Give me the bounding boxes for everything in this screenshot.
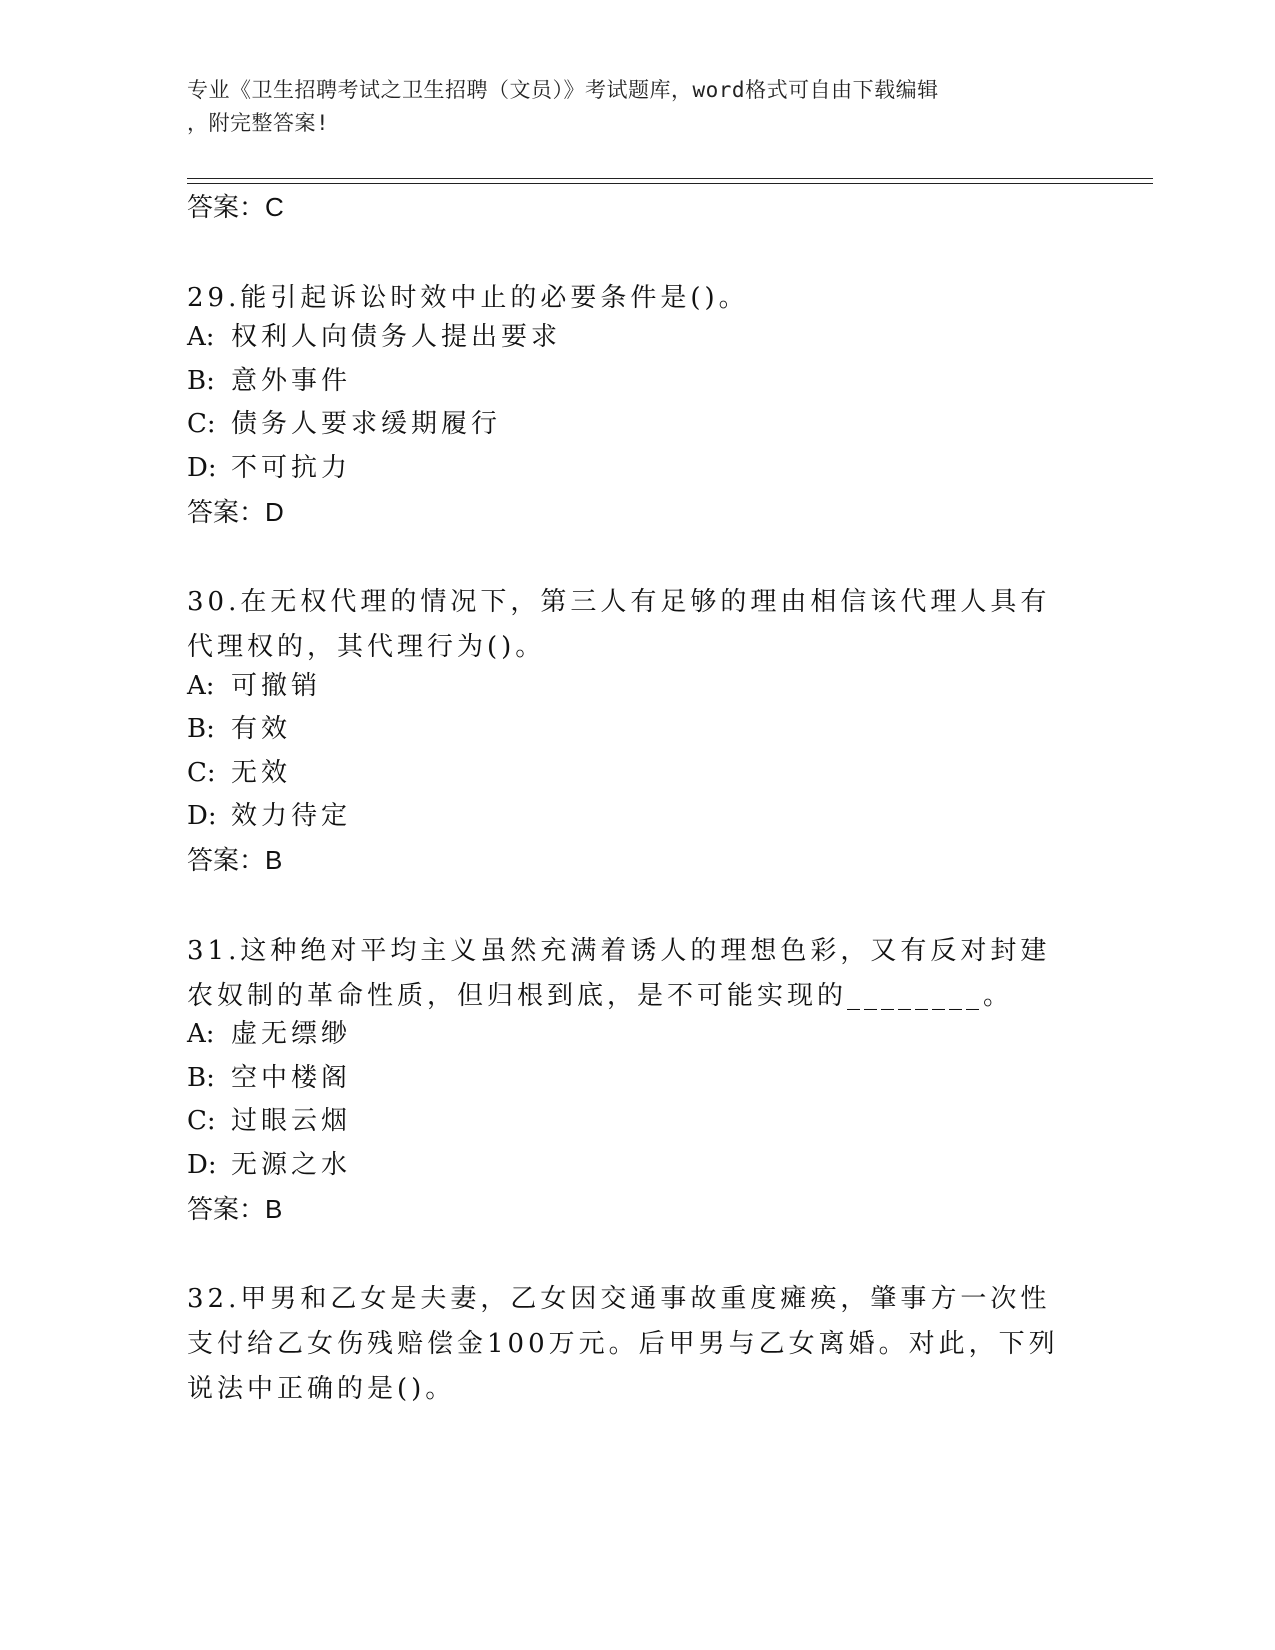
option-text: 空中楼阁: [231, 1063, 352, 1093]
question-31-option-b: [187, 1060, 351, 1096]
question-29-answer: 答案：D: [187, 497, 284, 527]
question-30-option-b: [187, 711, 291, 747]
question-31-option-d: [187, 1147, 351, 1183]
question-31-text: 31.这种绝对平均主义虽然充满着诱人的理想色彩，又有反对封建农奴制的革命性质，但归根到底，是不可能实现的________。: [187, 936, 1051, 1011]
option-letter: D:: [187, 1150, 217, 1180]
question-32-text: 32.甲男和乙女是夫妻，乙女因交通事故重度瘫痪，肇事方一次性支付给乙女伤残赔偿金100万元。后甲男与乙女离婚。对此，下列说法中正确的是()。: [187, 1284, 1059, 1404]
question-29-option-d: [187, 450, 351, 486]
question-31-option-a: [187, 1016, 351, 1052]
option-letter: C:: [187, 758, 216, 788]
question-29-option-c: [187, 406, 501, 442]
option-letter: A:: [187, 322, 215, 352]
question-30-option-a: [187, 668, 321, 704]
header-line-2: ，附完整答案!: [187, 111, 330, 135]
question-29-option-a: [187, 319, 561, 355]
header-divider-top: [187, 178, 1153, 179]
option-letter: B:: [187, 1063, 215, 1093]
option-letter: C:: [187, 1106, 216, 1136]
option-letter: C:: [187, 409, 216, 439]
header-line-1: 专业《卫生招聘考试之卫生招聘（文员）》考试题库，word格式可自由下载编辑: [187, 78, 939, 102]
option-text: 无源之水: [231, 1150, 352, 1180]
option-text: 不可抗力: [231, 453, 352, 483]
question-29-option-b: [187, 363, 351, 399]
option-text: 有效: [231, 714, 292, 744]
option-text: 意外事件: [231, 366, 352, 396]
option-letter: B:: [187, 366, 215, 396]
option-text: 可撤销: [231, 671, 322, 701]
option-text: 过眼云烟: [231, 1106, 352, 1136]
option-letter: A:: [187, 671, 215, 701]
option-text: 债务人要求缓期履行: [231, 409, 502, 439]
question-30-answer: 答案：B: [187, 845, 283, 875]
question-31-option-c: [187, 1103, 351, 1139]
question-30-option-c: [187, 755, 291, 791]
option-letter: A:: [187, 1019, 215, 1049]
question-29-text: 29.能引起诉讼时效中止的必要条件是()。: [187, 283, 749, 313]
option-letter: B:: [187, 714, 215, 744]
option-text: 效力待定: [231, 801, 352, 831]
page-header: [187, 74, 1067, 140]
option-letter: D:: [187, 453, 217, 483]
option-text: 无效: [231, 758, 292, 788]
question-30-text: 30.在无权代理的情况下，第三人有足够的理由相信该代理人具有代理权的，其代理行为()。: [187, 587, 1051, 662]
option-text: 虚无缥缈: [231, 1019, 352, 1049]
option-text: 权利人向债务人提出要求: [231, 322, 562, 352]
question-31-answer: 答案：B: [187, 1194, 283, 1224]
option-letter: D:: [187, 801, 217, 831]
previous-answer: 答案：C: [187, 192, 284, 222]
header-divider-bottom: [187, 183, 1153, 184]
question-30-option-d: [187, 798, 351, 834]
